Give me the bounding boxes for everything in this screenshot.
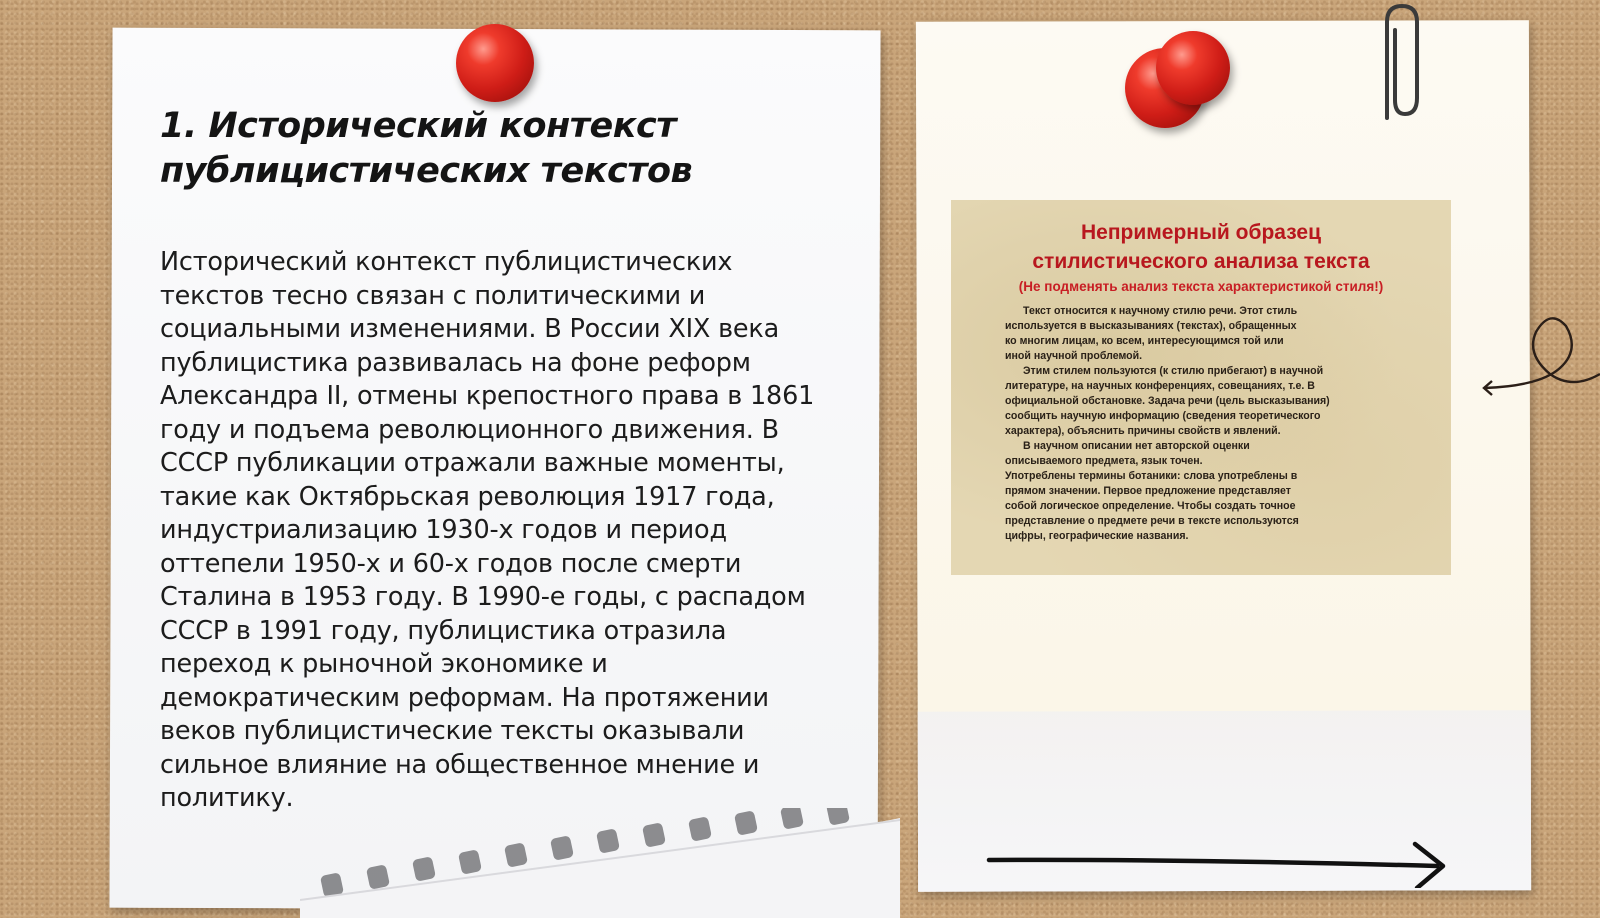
document-line: описываемого предмета, язык точен.	[1005, 455, 1203, 467]
document-title	[951, 218, 1451, 276]
torn-notebook-strip	[300, 808, 900, 918]
document-line: Этим стилем пользуются (к стилю прибегают) в научной	[1023, 365, 1324, 377]
document-body	[1005, 304, 1405, 544]
push-pin-icon	[456, 24, 534, 102]
document-line: В научном описании нет авторской оценки	[1023, 440, 1250, 452]
document-line: Употреблены термины ботаники: слова употреблены в	[1005, 470, 1298, 482]
analysis-document-image	[951, 200, 1451, 575]
arrow-right-icon	[985, 838, 1455, 888]
document-line: литературе, на научных конференциях, совещаниях, т.е. В	[1005, 380, 1315, 392]
paper-clip-icon	[1375, 0, 1425, 130]
document-line: характера), объяснить причины свойств и явлений.	[1005, 425, 1281, 437]
section-title: 1. Исторический контекст публицистических текстов	[160, 106, 693, 191]
document-title-line-2: стилистического анализа текста	[1032, 250, 1370, 273]
document-line: используется в высказываниях (текстах), обращенных	[1005, 320, 1297, 332]
document-line: представление о предмете речи в тексте используются	[1005, 515, 1299, 527]
document-note: (Не подменять анализ текста характеристикой стиля!)	[1018, 279, 1384, 294]
document-line: сообщить научную информацию (сведения теоретического	[1005, 410, 1321, 422]
document-line: собой логическое определение. Чтобы создать точное	[1005, 500, 1296, 512]
section-body-text: Исторический контекст публицистических текстов тесно связан с политическими и социальными изменениями. В России XIX века публицистика развивалась на фоне реформ Александра II, отмены крепостного права в 1861 году и подъема революционного движения. В СССР публикации отражали важные моменты, такие как Октябрьская революция 1917 года, индустриализацию 1930-х годов и период оттепели 1950-х и 60-х годов после смерти Сталина в 1953 году. В 1990-е годы, с распадом СССР в 1991 году, публицистика отразила переход к рыночной экономике и демократическим реформам. На протяжении веков публицистические тексты оказывали сильное влияние на общественное мнение и политику.	[160, 247, 815, 813]
document-line: Текст относится к научному стилю речи. Этот стиль	[1023, 305, 1298, 317]
string-loop-decoration	[1480, 310, 1600, 420]
document-line: официальной обстановке. Задача речи (цель высказывания)	[1005, 395, 1330, 407]
document-line: прямом значении. Первое предложение представляет	[1005, 485, 1291, 497]
document-line: иной научной проблемой.	[1005, 350, 1143, 362]
document-line: цифры, географические названия.	[1005, 530, 1189, 542]
push-pin-icon	[1156, 31, 1230, 105]
document-line: ко многим лицам, ко всем, интересующимся той или	[1005, 335, 1284, 347]
document-title-line-1: Непримерный образец	[1081, 221, 1321, 244]
